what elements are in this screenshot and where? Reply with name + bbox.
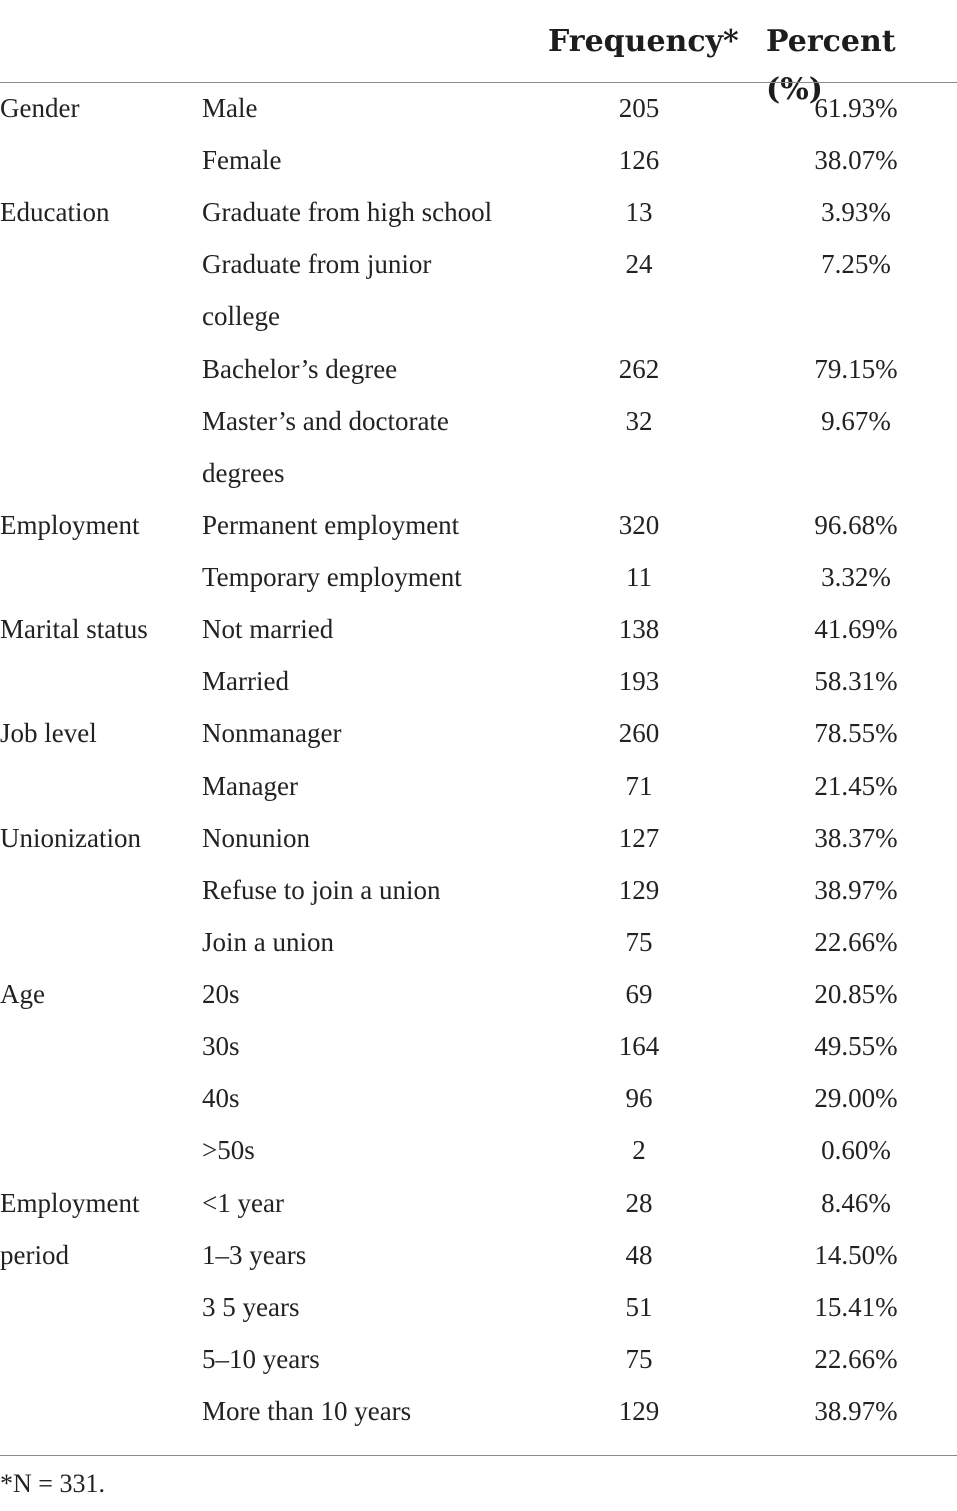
row-category — [0, 1281, 200, 1333]
row-percent: 79.15% — [814, 353, 898, 384]
row-category — [0, 447, 200, 499]
row-subcategory: Nonunion — [202, 822, 310, 853]
row-subcategory: 5–10 years — [202, 1343, 320, 1374]
row-category — [0, 1385, 200, 1437]
row-category — [0, 343, 200, 395]
row-frequency: 2 — [632, 1135, 646, 1166]
row-frequency: 11 — [626, 562, 652, 593]
row-subcategory: 30s — [202, 1031, 240, 1062]
row-subcategory: college — [202, 301, 280, 332]
row-percent: 7.25% — [821, 249, 891, 280]
row-percent: 8.46% — [821, 1187, 891, 1218]
row-percent: 58.31% — [814, 666, 898, 697]
row-subcategory: 3 5 years — [202, 1291, 300, 1322]
row-subcategory: Temporary employment — [202, 562, 462, 593]
row-frequency: 13 — [625, 197, 653, 228]
row-subcategory: >50s — [202, 1135, 255, 1166]
row-frequency: 126 — [618, 145, 660, 176]
row-subcategory: Graduate from high school — [202, 197, 493, 228]
row-frequency: 75 — [625, 1343, 653, 1374]
row-frequency: 320 — [618, 509, 660, 540]
row-category — [0, 1124, 200, 1176]
row-percent: 29.00% — [814, 1083, 898, 1114]
row-category: Job level — [0, 718, 97, 749]
row-category — [0, 1333, 200, 1385]
table-footnote: *N = 331. — [0, 1469, 105, 1498]
row-subcategory: Nonmanager — [202, 718, 342, 749]
row-percent: 38.97% — [814, 874, 898, 905]
row-percent: 78.55% — [814, 718, 898, 749]
row-category — [0, 238, 200, 290]
row-category — [0, 655, 200, 707]
row-frequency: 205 — [618, 93, 660, 123]
row-category: Unionization — [0, 822, 141, 853]
row-frequency: 24 — [625, 249, 653, 280]
row-category: Marital status — [0, 614, 148, 645]
row-subcategory: Graduate from junior — [202, 249, 432, 280]
row-subcategory: 20s — [202, 979, 240, 1010]
row-percent: 15.41% — [814, 1291, 898, 1322]
row-category: Gender — [0, 93, 80, 123]
row-category: Employment — [0, 1187, 140, 1218]
row-frequency: 127 — [618, 822, 660, 853]
row-subcategory: Permanent employment — [202, 509, 460, 540]
row-frequency: 164 — [618, 1031, 660, 1062]
row-subcategory: Female — [202, 145, 282, 176]
header-frequency: Frequency* — [548, 24, 739, 59]
row-percent: 38.37% — [814, 822, 898, 853]
row-category — [0, 134, 200, 186]
row-percent: 22.66% — [814, 926, 898, 957]
row-frequency: 260 — [618, 718, 660, 749]
row-percent: 21.45% — [814, 770, 898, 801]
row-subcategory: Not married — [202, 614, 334, 645]
row-subcategory: <1 year — [202, 1187, 284, 1218]
row-percent: 41.69% — [814, 614, 898, 645]
row-percent: 61.93% — [814, 93, 898, 123]
row-frequency: 138 — [618, 614, 660, 645]
row-percent: 14.50% — [814, 1239, 898, 1270]
row-percent — [780, 447, 932, 499]
row-frequency: 28 — [625, 1187, 653, 1218]
row-subcategory: Bachelor’s degree — [202, 353, 398, 384]
row-frequency: 262 — [618, 353, 660, 384]
row-percent: 9.67% — [821, 405, 891, 436]
row-frequency: 129 — [618, 874, 660, 905]
row-frequency: 71 — [625, 770, 653, 801]
row-subcategory: Male — [202, 93, 258, 123]
row-frequency: 75 — [625, 926, 653, 957]
row-percent: 3.93% — [821, 197, 891, 228]
row-category — [0, 760, 200, 812]
row-frequency: 96 — [625, 1083, 653, 1114]
row-frequency — [560, 290, 718, 342]
row-frequency: 129 — [618, 1396, 660, 1426]
row-subcategory: Manager — [202, 770, 298, 801]
row-frequency: 69 — [625, 979, 653, 1010]
row-category — [0, 916, 200, 968]
row-category: Employment — [0, 509, 140, 540]
row-subcategory: Join a union — [202, 926, 334, 957]
row-frequency: 32 — [625, 405, 653, 436]
row-category — [0, 864, 200, 916]
row-percent — [780, 290, 932, 342]
table-bottom-rule — [0, 1455, 957, 1456]
row-category — [0, 1020, 200, 1072]
header-percent: Percent (%) — [766, 24, 896, 107]
row-subcategory: Refuse to join a union — [202, 874, 441, 905]
row-percent: 0.60% — [821, 1135, 891, 1166]
row-category: period — [0, 1239, 69, 1270]
row-subcategory: Married — [202, 666, 289, 697]
row-percent: 38.97% — [814, 1396, 898, 1426]
row-category: Education — [0, 197, 110, 228]
row-subcategory: Master’s and doctorate — [202, 405, 449, 436]
row-subcategory: 1–3 years — [202, 1239, 307, 1270]
row-frequency: 193 — [618, 666, 660, 697]
row-frequency — [560, 447, 718, 499]
row-percent: 22.66% — [814, 1343, 898, 1374]
row-category — [0, 290, 200, 342]
row-percent: 49.55% — [814, 1031, 898, 1062]
row-percent: 38.07% — [814, 145, 898, 176]
row-percent: 3.32% — [821, 562, 891, 593]
row-category — [0, 395, 200, 447]
row-frequency: 51 — [625, 1291, 653, 1322]
row-subcategory: 40s — [202, 1083, 240, 1114]
row-percent: 96.68% — [814, 509, 898, 540]
row-category — [0, 551, 200, 603]
row-frequency: 48 — [625, 1239, 653, 1270]
row-category — [0, 1072, 200, 1124]
row-subcategory: More than 10 years — [202, 1396, 412, 1426]
row-percent: 20.85% — [814, 979, 898, 1010]
row-category: Age — [0, 979, 45, 1010]
row-subcategory: degrees — [202, 457, 285, 488]
